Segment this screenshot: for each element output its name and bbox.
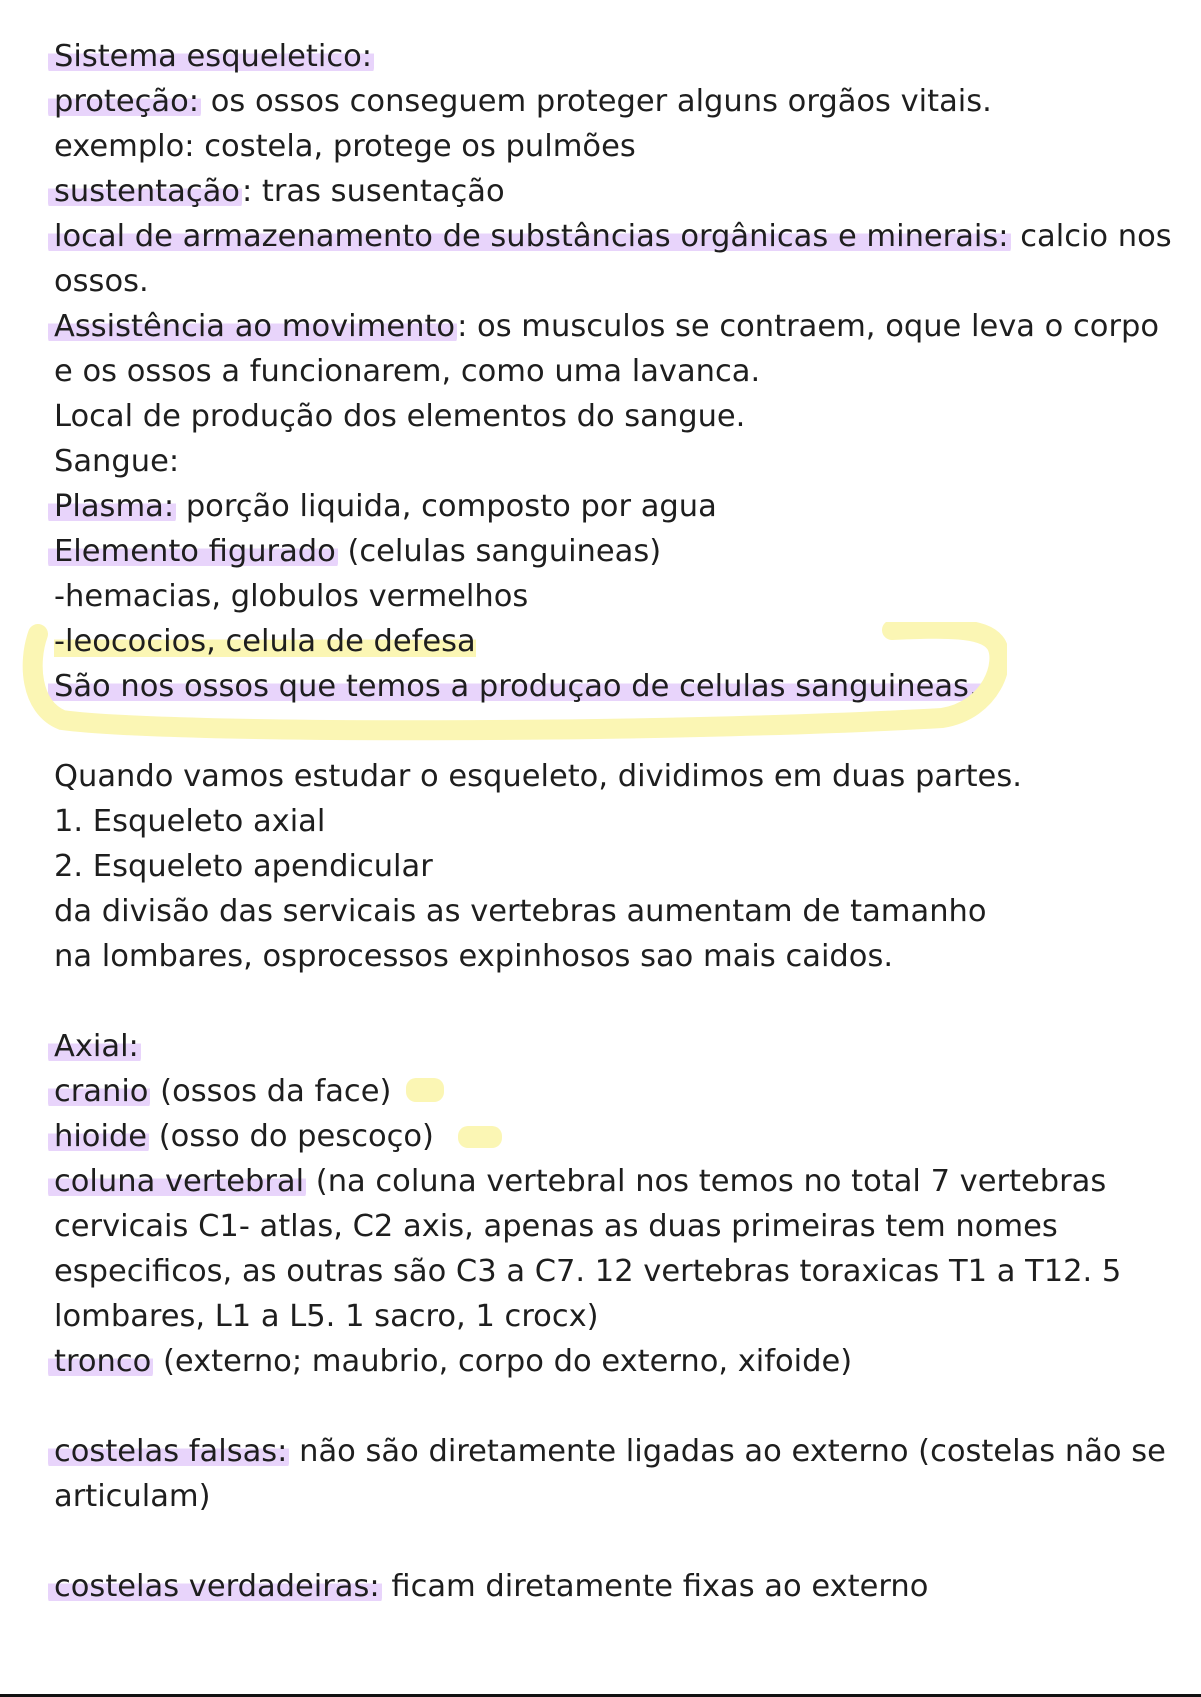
line-text: os ossos conseguem proteger alguns orgãos vitais. (201, 84, 992, 119)
line-text: exemplo: costela, protege os pulmões (54, 129, 636, 164)
line-text: articulam) (54, 1479, 211, 1514)
line-text: (ossos da face) (150, 1074, 392, 1109)
line-text: da divisão das servicais as vertebras aumentam de tamanho (54, 894, 987, 929)
highlighted-term: costelas falsas: (48, 1434, 289, 1469)
note-line (54, 1114, 1174, 1159)
blank-line (54, 979, 1174, 1024)
note-line (54, 1294, 1174, 1339)
highlighted-term: Sistema esqueletico: (48, 39, 374, 74)
highlighted-term: local de armazenamento de substâncias orgânicas e minerais: (48, 219, 1011, 254)
highlighted-term: Plasma: (48, 489, 176, 524)
line-text: ossos. (54, 264, 149, 299)
highlighted-term: hioide (48, 1119, 149, 1154)
note-line (54, 1069, 1174, 1114)
line-text: cervicais C1- atlas, C2 axis, apenas as duas primeiras tem nomes (54, 1209, 1058, 1244)
line-text: : os musculos se contraem, oque leva o corpo (457, 309, 1160, 344)
note-line (54, 169, 1174, 214)
note-line (54, 259, 1174, 304)
line-text: 2. Esqueleto apendicular (54, 849, 433, 884)
note-line (54, 1429, 1174, 1474)
note-line (54, 484, 1174, 529)
note-line (54, 1249, 1174, 1294)
line-text: lombares, L1 a L5. 1 sacro, 1 crocx) (54, 1299, 599, 1334)
note-line (54, 889, 1174, 934)
line-text: Sangue: (54, 444, 180, 479)
note-line (54, 934, 1174, 979)
highlighted-term: costelas verdadeiras: (48, 1569, 382, 1604)
highlighted-term: Axial: (48, 1029, 141, 1064)
line-text: especificos, as outras são C3 a C7. 12 vertebras toraxicas T1 a T12. 5 (54, 1254, 1122, 1289)
note-line (54, 349, 1174, 394)
note-line (54, 214, 1174, 259)
note-line (54, 1474, 1174, 1519)
note-line (54, 439, 1174, 484)
note-line (54, 1564, 1174, 1609)
line-text: (celulas sanguineas) (337, 534, 662, 569)
highlighted-term: sustentação (48, 174, 242, 209)
note-line (54, 1339, 1174, 1384)
note-line (54, 394, 1174, 439)
highlighted-sentence: São nos ossos que temos a produçao de celulas sanguineas. (48, 669, 981, 704)
highlighted-term: proteção: (48, 84, 201, 119)
line-text: na lombares, osprocessos expinhosos sao mais caidos. (54, 939, 894, 974)
highlighted-term: Assistência ao movimento (48, 309, 457, 344)
note-line (54, 619, 1174, 664)
line-text: (externo; maubrio, corpo do externo, xifoide) (153, 1344, 853, 1379)
highlighted-term: Elemento figurado (48, 534, 338, 569)
note-line (54, 844, 1174, 889)
line-text: Local de produção dos elementos do sangue. (54, 399, 746, 434)
note-line (54, 664, 1174, 709)
highlighted-term: cranio (48, 1074, 150, 1109)
note-line (54, 1159, 1174, 1204)
line-text: (na coluna vertebral nos temos no total 7 vertebras (306, 1164, 1107, 1199)
line-text: e os ossos a funcionarem, como uma lavanca. (54, 354, 761, 389)
line-text: -hemacias, globulos vermelhos (54, 579, 529, 614)
note-line (54, 34, 1174, 79)
line-text: (osso do pescoço) (149, 1119, 434, 1154)
line-text: ficam diretamente fixas ao externo (381, 1569, 929, 1604)
line-text: 1. Esqueleto axial (54, 804, 326, 839)
note-line (54, 1024, 1174, 1069)
note-line (54, 799, 1174, 844)
note-line (54, 1204, 1174, 1249)
note-line (54, 124, 1174, 169)
highlighted-term: coluna vertebral (48, 1164, 306, 1199)
line-text: porção liquida, composto por agua (176, 489, 717, 524)
yellow-dot-marker (406, 1078, 444, 1102)
yellow-highlighted-text: -leococios, celula de defesa (54, 624, 476, 659)
note-line (54, 529, 1174, 574)
note-line (54, 304, 1174, 349)
line-text: não são diretamente ligadas ao externo (costelas não se (289, 1434, 1166, 1469)
note-line (54, 79, 1174, 124)
line-text: : tras susentação (241, 174, 505, 209)
blank-line (54, 1519, 1174, 1564)
note-line (54, 574, 1174, 619)
line-text: calcio nos (1010, 219, 1172, 254)
blank-line (54, 1384, 1174, 1429)
yellow-dot-marker (458, 1126, 502, 1148)
line-text: Quando vamos estudar o esqueleto, dividimos em duas partes. (54, 759, 1022, 794)
note-line (54, 754, 1174, 799)
highlighted-term: tronco (48, 1344, 153, 1379)
blank-line (54, 709, 1174, 754)
note-body (54, 34, 1174, 1609)
